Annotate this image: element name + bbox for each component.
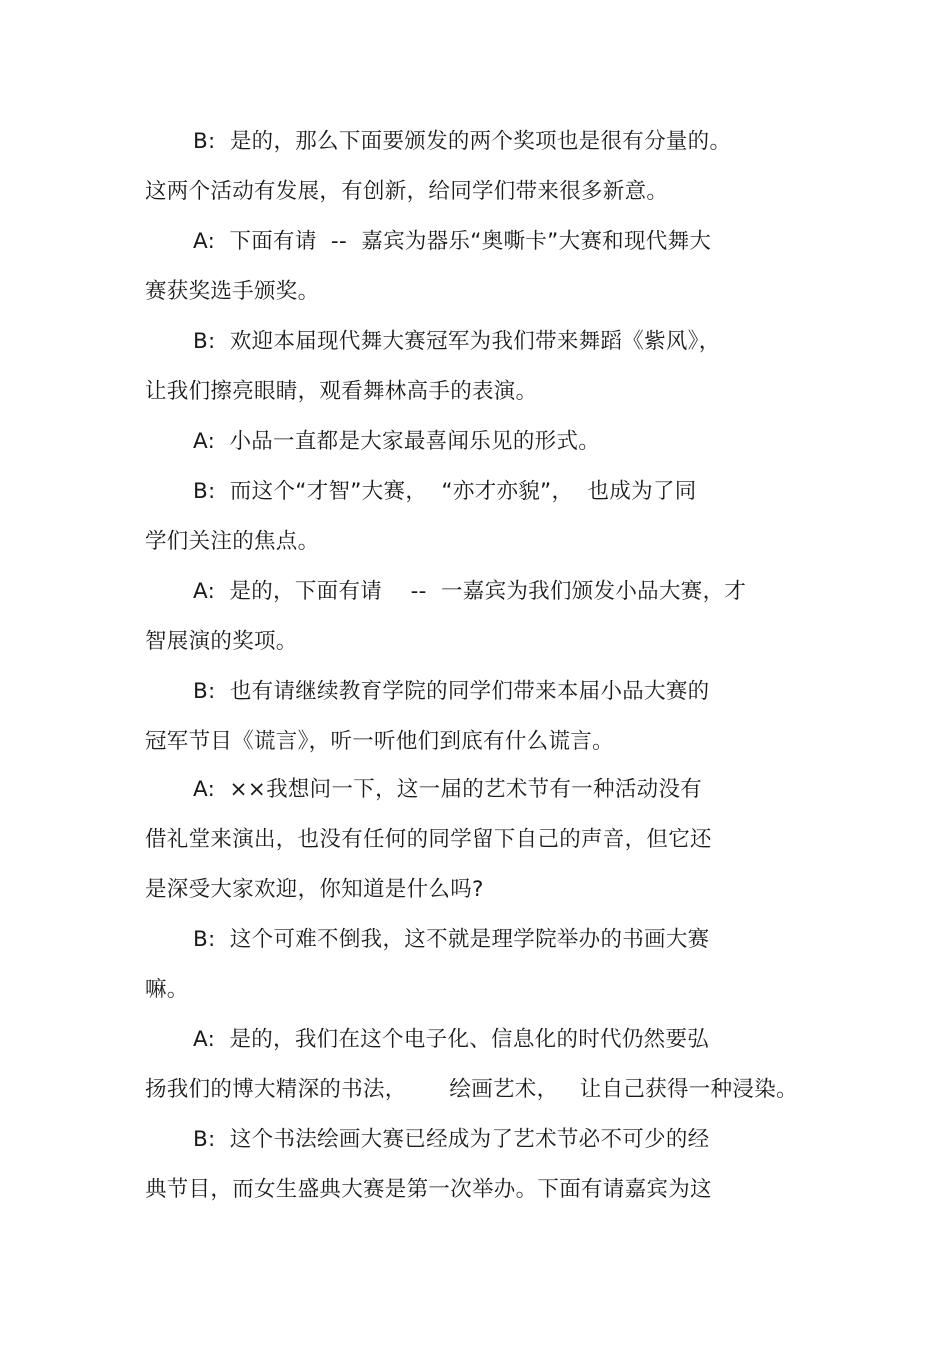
text-line: 这两个活动有发展，有创新，给同学们带来很多新意。 <box>145 179 669 204</box>
text-line: B: 也有请继续教育学院的同学们带来本届小品大赛的 <box>193 679 710 704</box>
text-line: 让我们擦亮眼睛，观看舞林高手的表演。 <box>145 379 538 404</box>
text-line: 赛获奖选手颁奖。 <box>145 279 320 304</box>
text-line: 冠军节目《谎言》，听一听他们到底有什么谎言。 <box>145 729 614 754</box>
text-line: A: 是的，我们在这个电子化、信息化的时代仍然要弘 <box>193 1027 710 1052</box>
text-line: 扬我们的博大精深的书法， 绘画艺术， 让自己获得一种浸染。 <box>145 1077 798 1102</box>
text-line: 是深受大家欢迎，你知道是什么吗? <box>145 877 484 902</box>
text-line: A: 下面有请 -- 嘉宾为器乐“奥嘶卡”大赛和现代舞大 <box>193 229 712 254</box>
text-line: B: 而这个“才智”大赛， “亦才亦貌”， 也成为了同 <box>193 479 697 504</box>
text-line: 借礼堂来演出，也没有任何的同学留下自己的声音，但它还 <box>145 827 712 852</box>
text-line: A: 是的，下面有请 -- 一嘉宾为我们颁发小品大赛，才 <box>193 579 747 604</box>
text-line: B: 这个可难不倒我，这不就是理学院举办的书画大赛 <box>193 927 710 952</box>
text-line: B: 这个书法绘画大赛已经成为了艺术节必不可少的经 <box>193 1127 710 1152</box>
text-line: B: 欢迎本届现代舞大赛冠军为我们带来舞蹈《紫风》， <box>193 329 721 354</box>
text-line: B: 是的，那么下面要颁发的两个奖项也是很有分量的。 <box>193 129 732 154</box>
text-line: 嘛。 <box>145 977 189 1002</box>
text-line: A: ××我想问一下，这一届的艺术节有一种活动没有 <box>193 777 703 802</box>
text-line: A: 小品一直都是大家最喜闻乐见的形式。 <box>193 429 601 454</box>
text-line: 智展演的奖项。 <box>145 629 298 654</box>
text-line: 学们关注的焦点。 <box>145 529 320 554</box>
text-line: 典节目，而女生盛典大赛是第一次举办。下面有请嘉宾为这 <box>145 1177 712 1202</box>
